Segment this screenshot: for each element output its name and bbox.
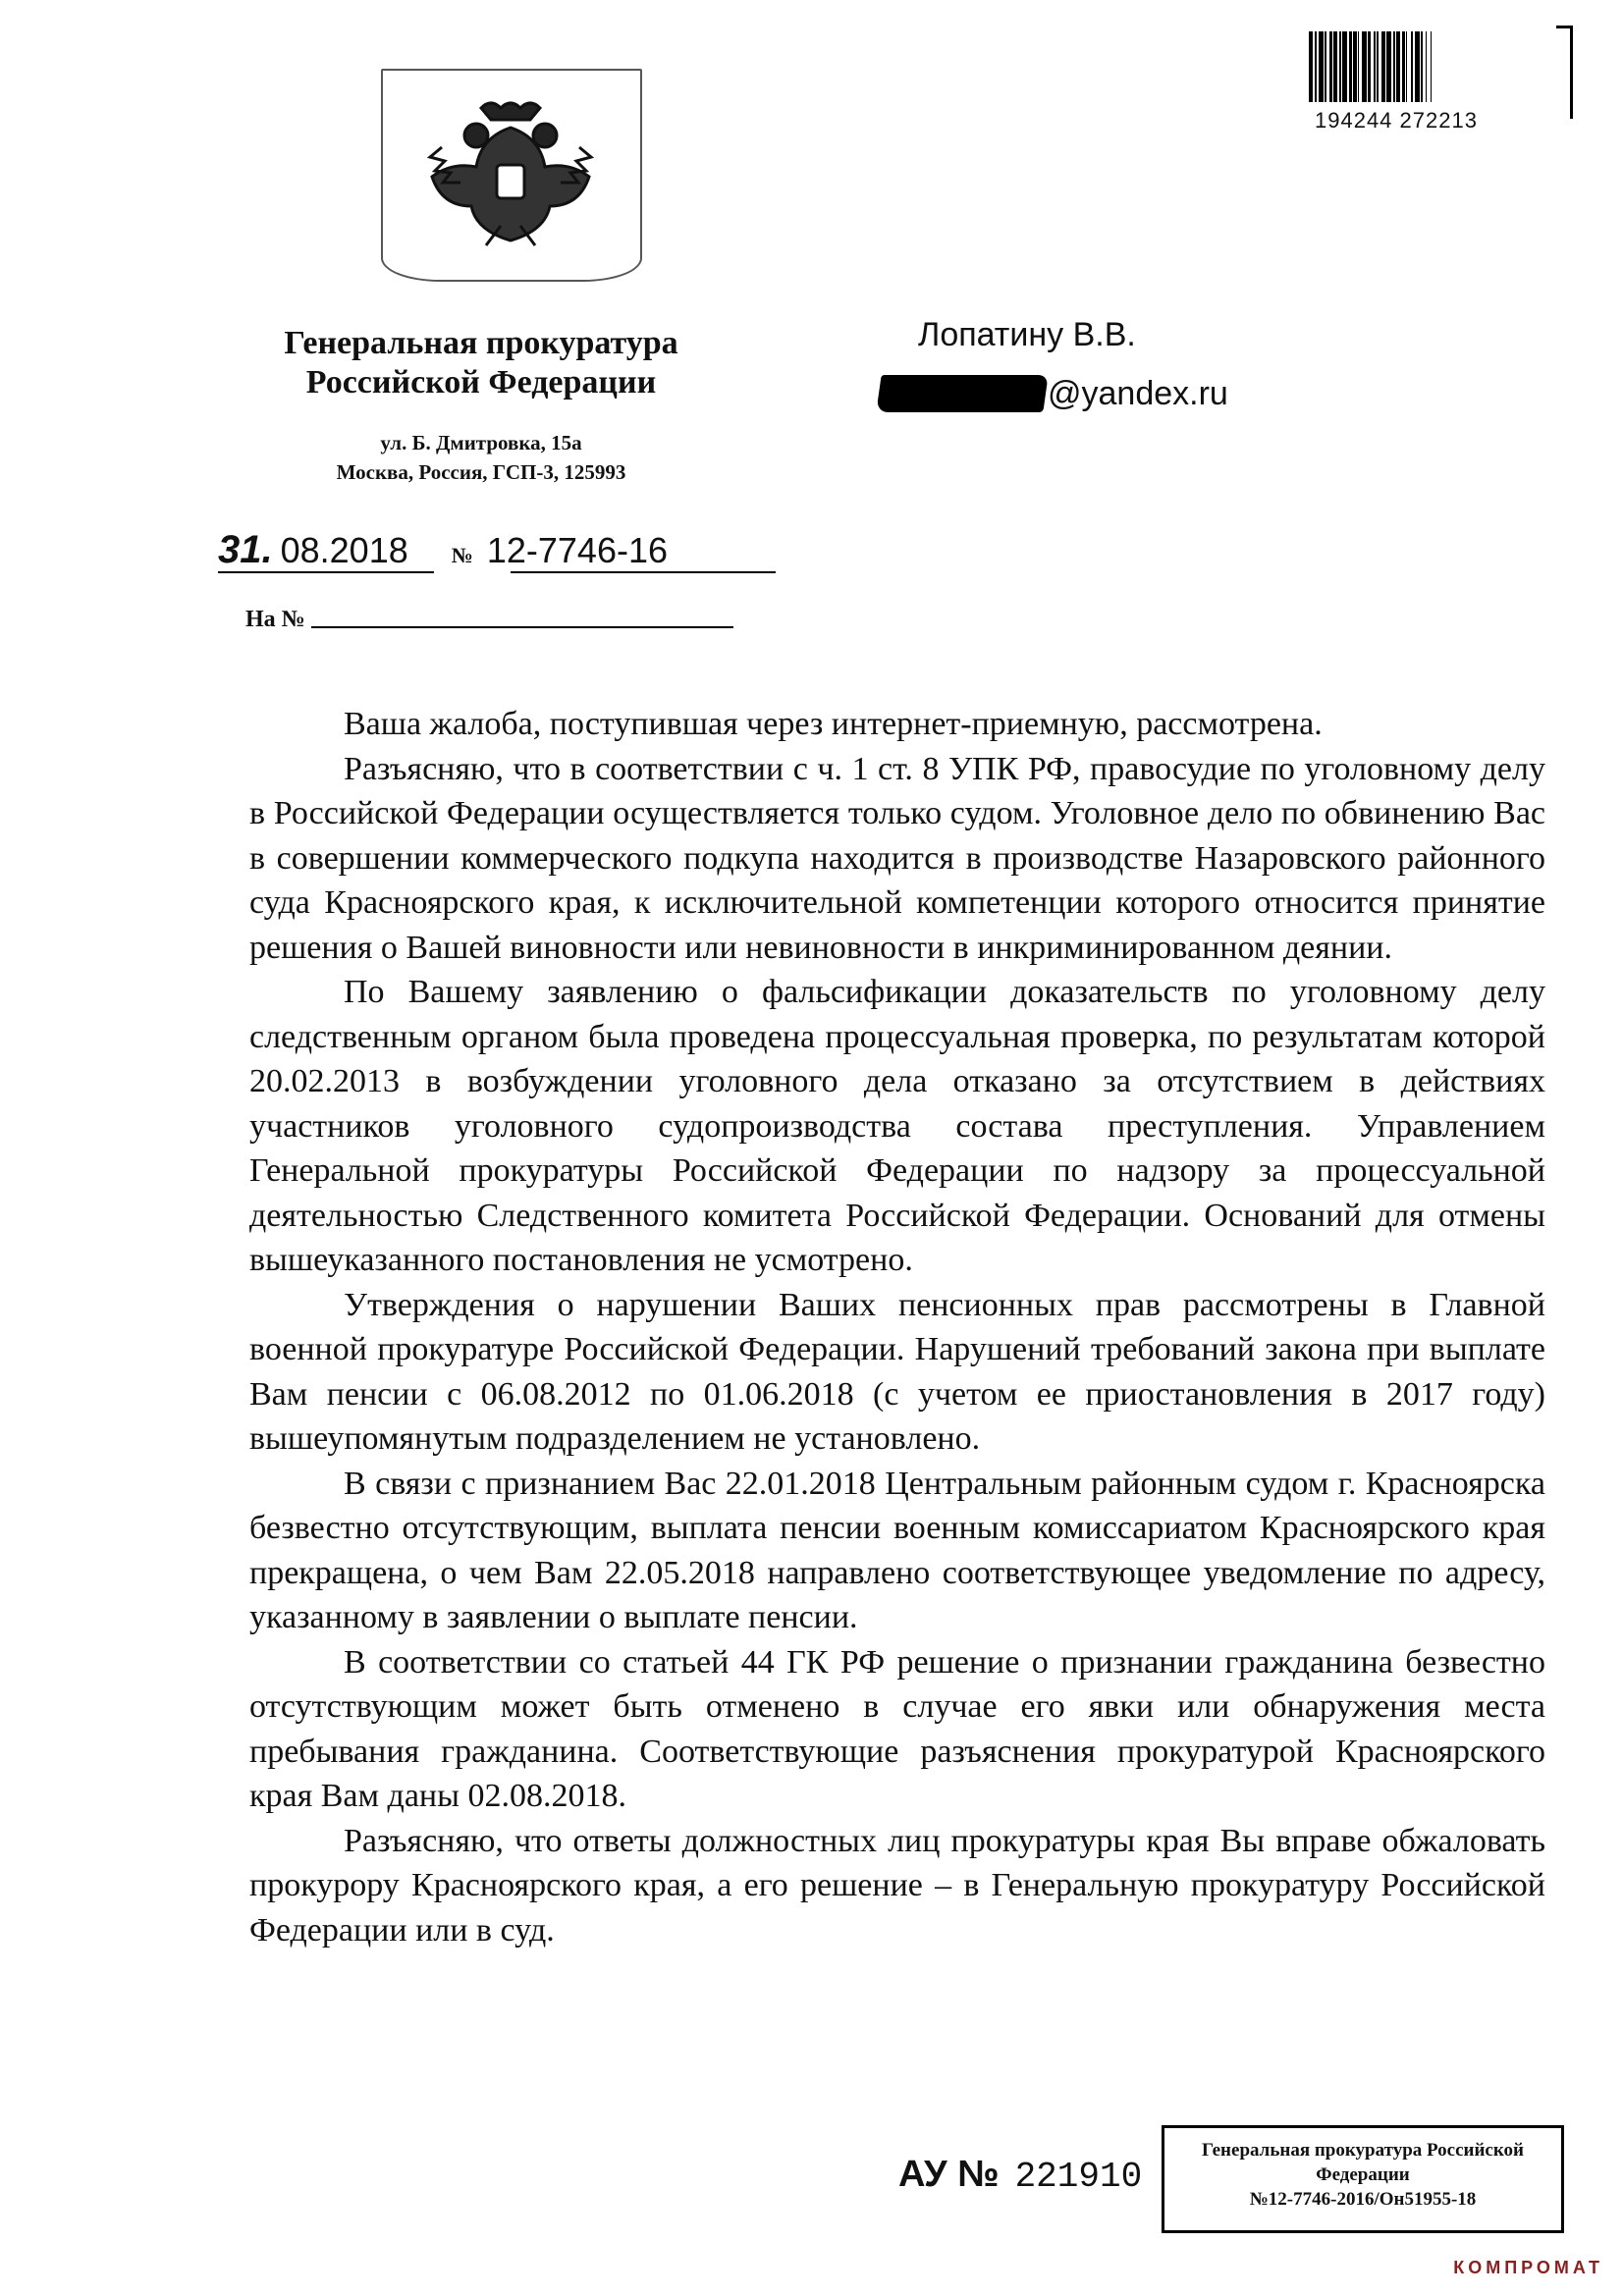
address-line1: ул. Б. Дмитровка, 15а — [380, 431, 582, 454]
number-sign: № — [451, 543, 473, 567]
body-paragraph: По Вашему заявлению о фальсификации доказательств по уголовному делу следственным органом была проведена процессуальная проверка, по результатам которой 20.02.2013 в возбуждении уголовного дела отказано за отсутствием в действиях участников уголовного судопроизводства состава преступления. Управлением Генеральной прокуратуры Российской Федерации по надзору за процессуальной деятельностью Следственного комитета Российской Федерации. Оснований для отмены вышеуказанного постановления не усмотрено. — [249, 974, 1545, 1278]
recipient-name: Лопатину В.В. — [918, 316, 1136, 353]
email-suffix: @yandex.ru — [1048, 375, 1228, 412]
body-paragraph: Ваша жалоба, поступившая через интернет-приемную, рассмотрена. — [344, 706, 1323, 742]
double-headed-eagle-icon — [422, 88, 599, 255]
stamp-line1: Генеральная прокуратура Российской — [1201, 2140, 1524, 2161]
org-name-line2: Российской Федерации — [305, 364, 657, 400]
redaction-mark — [876, 375, 1048, 412]
handwritten-day: 31. — [218, 528, 273, 571]
address-line2: Москва, Россия, ГСП-3, 125993 — [336, 460, 626, 484]
body-paragraph: В соответствии со статьей 44 ГК РФ решение о признании гражданина безвестно отсутствующим может быть отменено в случае его явки или обнаружения места пребывания гражданина. Соответствующие разъяснения прокуратурой Красноярского края Вам даны 02.08.2018. — [249, 1643, 1545, 1814]
watermark: КОМПРОМАТ — [1453, 2258, 1603, 2277]
reply-to-field — [245, 607, 733, 633]
letter-body — [249, 702, 1545, 1952]
body-paragraph: В связи с признанием Вас 22.01.2018 Центральным районным судом г. Красноярска безвестно отсутствующим, выплата пенсии военным комиссариатом Красноярского края прекращена, о чем Вам 22.05.2018 направлено соответствующее уведомление по адресу, указанному в заявлении о выплате пенсии. — [249, 1465, 1545, 1635]
body-paragraph: Утверждения о нарушении Ваших пенсионных прав рассмотрены в Главной военной прокуратуре Российской Федерации. Нарушений требований закона при выплате Вам пенсии с 06.08.2012 по 01.06.2018 (с учетом ее приостановления в 2017 году) вышеупомянутым подразделением не установлено. — [249, 1286, 1545, 1457]
barcode — [1309, 31, 1569, 133]
barcode-number: 194244 272213 — [1315, 108, 1478, 133]
recipient-email — [879, 375, 1228, 413]
coat-of-arms-frame — [381, 69, 642, 282]
registration-stamp — [1162, 2125, 1564, 2233]
body-paragraph: Разъясняю, что в соответствии с ч. 1 ст. 8 УПК РФ, правосудие по уголовному делу в Российской Федерации осуществляется только судом. Уголовное дело по обвинению Вас в совершении коммерческого подкупа находится в производстве Назаровского районного суда Красноярского края, к исключительной компетенции которого относится принятие решения о Вашей виновности или невиновности в инкриминированном деянии. — [249, 750, 1545, 966]
outgoing-date: 08.2018 — [280, 530, 408, 570]
reply-to-label: На № — [245, 607, 305, 632]
stamp-line3: №12-7746-2016/Он51955-18 — [1249, 2189, 1477, 2210]
stamp-line2: Федерации — [1316, 2164, 1410, 2185]
form-number — [898, 2154, 1142, 2197]
outgoing-number: 12-7746-16 — [486, 530, 669, 570]
body-paragraph: Разъясняю, что ответы должностных лиц прокуратуры края Вы вправе обжаловать прокурору Красноярского края, а его решение – в Генеральную прокуратуру Российской Федерации или в суд. — [249, 1822, 1545, 1949]
org-name-line1: Генеральная прокуратура — [284, 325, 678, 361]
form-number-label: АУ № — [898, 2154, 1000, 2195]
outgoing-date-number — [218, 528, 668, 572]
sender-organization — [226, 324, 736, 402]
form-number-value: 221910 — [1014, 2157, 1143, 2197]
sender-address — [226, 428, 736, 487]
